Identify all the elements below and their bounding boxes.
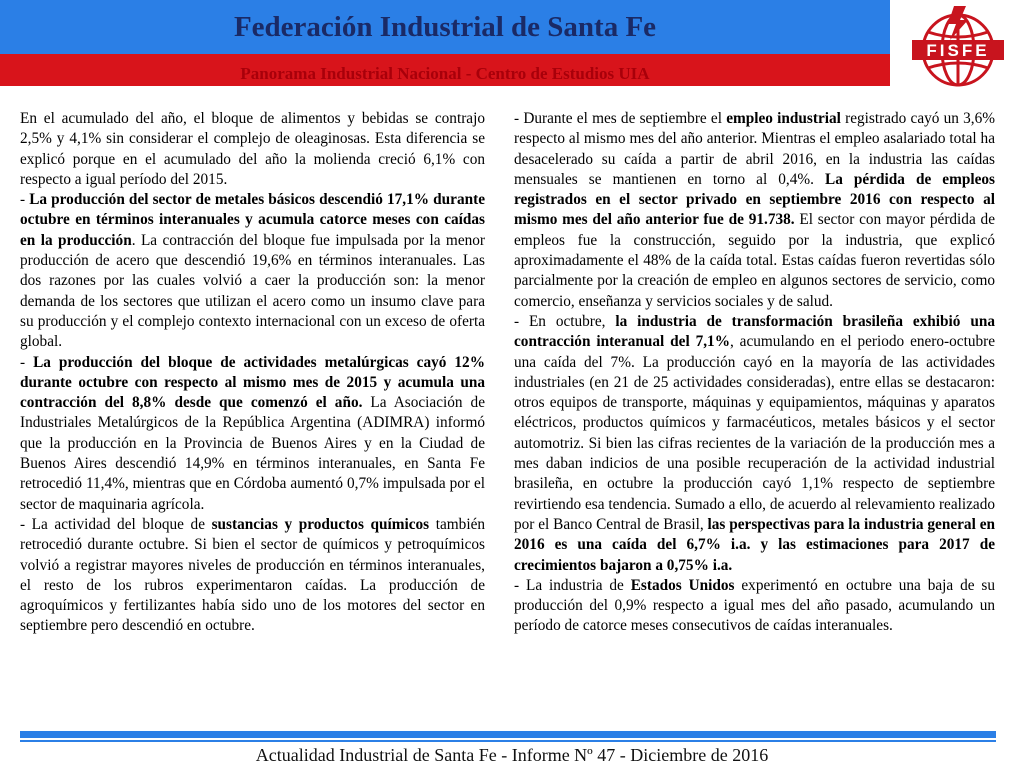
right-column-text — [514, 109, 995, 637]
text-run: - Durante el mes de septiembre el — [514, 110, 727, 127]
text-run: - — [20, 191, 30, 209]
text-run: La Asociación de Industriales Metalúrgicos de la República Argentina (ADIMRA) informó que la producción en la Provincia de Buenos Aires y en la Ciudad de Buenos Aires descendió 14,9% en términos interanuales, en Santa Fe retrocedió 11,4%, mientras que en Córdoba aumentó 0,7% impulsada por el sector de maquinaria agrícola. — [20, 394, 485, 513]
text-run: - La actividad del bloque de — [20, 515, 212, 533]
bold-text: las perspectivas para la industria general en 2016 es una caída del 6,7% i.a. y las estimaciones para 2017 de crecimientos bajaron a 0,75% i.a. — [514, 515, 995, 574]
paragraph — [514, 109, 995, 312]
bold-text: la industria de transformación brasileña exhibió una contracción interanual del 7,1% — [514, 312, 995, 351]
footer-rule-thick — [20, 731, 996, 738]
text-run: En el acumulado del año, el bloque de alimentos y bebidas se contrajo 2,5% y 4,1% sin considerar el complejo de oleaginosas. Esta diferencia se explicó porque en el acumulado del año la molienda creció 6,1% con respecto a igual período del 2015. — [20, 110, 485, 188]
bold-text: sustancias y productos químicos — [211, 515, 430, 533]
left-column-text — [20, 109, 485, 637]
text-run: - — [20, 353, 34, 371]
fisfe-logo — [904, 4, 1012, 90]
paragraph — [20, 109, 485, 190]
text-run: experimentó en octubre una baja de su producción del 0,9% respecto a igual mes del año pasado, acumulando un período de catorce meses consecutivos de caídas interanuales. — [514, 576, 995, 635]
text-run: El sector con mayor pérdida de empleos fue la construcción, seguido por la industria, que explicó aproximadamente el 48% de la caída total. Estas caídas fueron revertidas sólo parcialmente por la creación de empleo en algunos sectores de servicio, como comercio, enseñanza y servicios sociales y de salud. — [514, 211, 995, 310]
bold-text: empleo industrial — [726, 110, 841, 127]
text-run: - La industria de — [514, 576, 631, 594]
paragraph — [20, 515, 485, 637]
text-run: - En octubre, — [514, 312, 616, 330]
bold-text: La pérdida de empleos registrados en el sector privado en septiembre 2016 con respecto al mismo mes del año anterior fue de 91.738. — [514, 170, 995, 229]
bold-text: La producción del sector de metales básicos descendió 17,1% durante octubre en términos interanuales y acumula catorce meses con caídas en la producción — [20, 191, 485, 249]
footer-text: Actualidad Industrial de Santa Fe - Informe Nº 47 - Diciembre de 2016 — [255, 745, 769, 765]
text-run: . La contracción del bloque fue impulsada por la menor producción de acero que descendió 19,6% en términos interanuales. Las dos razones por las cuales volvió a caer la producción son: la menor demanda de los sectores que utilizan el acero como un insumo clave para su producción y el complejo contexto internacional con un exceso de oferta global. — [20, 231, 485, 351]
page-subtitle: Panorama Industrial Nacional - Centro de Estudios UIA — [240, 64, 650, 83]
page-title: Federación Industrial de Santa Fe — [233, 11, 657, 43]
bold-text: La producción del bloque de actividades metalúrgicas cayó 12% durante octubre con respecto al mismo mes de 2015 y acumula una contracción del 8,8% desde que comenzó el año. — [20, 353, 485, 412]
paragraph — [20, 190, 485, 352]
text-run: , acumulando en el periodo enero-octubre una caída del 7%. La producción cayó en la mayoría de las actividades industriales (en 21 de 25 actividades consideradas), entre ellas se destacaron: otros equipos de transporte, máquinas y equipamientos, máquinas y aparatos eléctricos, productos químicos y farmacéuticos, metales básicos y el sector automotriz. Si bien las cifras recientes de la variación de la producción mes a mes daban indicios de una posible recuperación de la actividad industrial brasileña, en octubre la producción cayó 1,1% respecto de septiembre revirtiendo esa tendencia. Sumado a ello, de acuerdo al relevamiento realizado por el Banco Central de Brasil, — [514, 333, 995, 533]
logo-text: FISFE — [926, 41, 990, 60]
footer-rule-thin — [20, 740, 996, 742]
text-run: también retrocedió durante octubre. Si bien el sector de químicos y petroquímicos volvió a registrar mayores niveles de producción en términos interanuales, el resto de los rubros experimentaron caídas. La producción de agroquímicos y fertilizantes había sido uno de los motores del sector en septiembre pero descendió en octubre. — [20, 515, 486, 635]
paragraph — [514, 576, 995, 637]
text-run: registrado cayó un 3,6% respecto al mismo mes del año anterior. Mientras el empleo asalariado total ha desacelerado su caída a partir de abril 2016, en la industria las caídas mensuales se mantienen en torno al 0,4%. — [514, 110, 996, 188]
bold-text: Estados Unidos — [630, 576, 735, 594]
paragraph — [20, 353, 485, 515]
paragraph — [514, 312, 995, 576]
